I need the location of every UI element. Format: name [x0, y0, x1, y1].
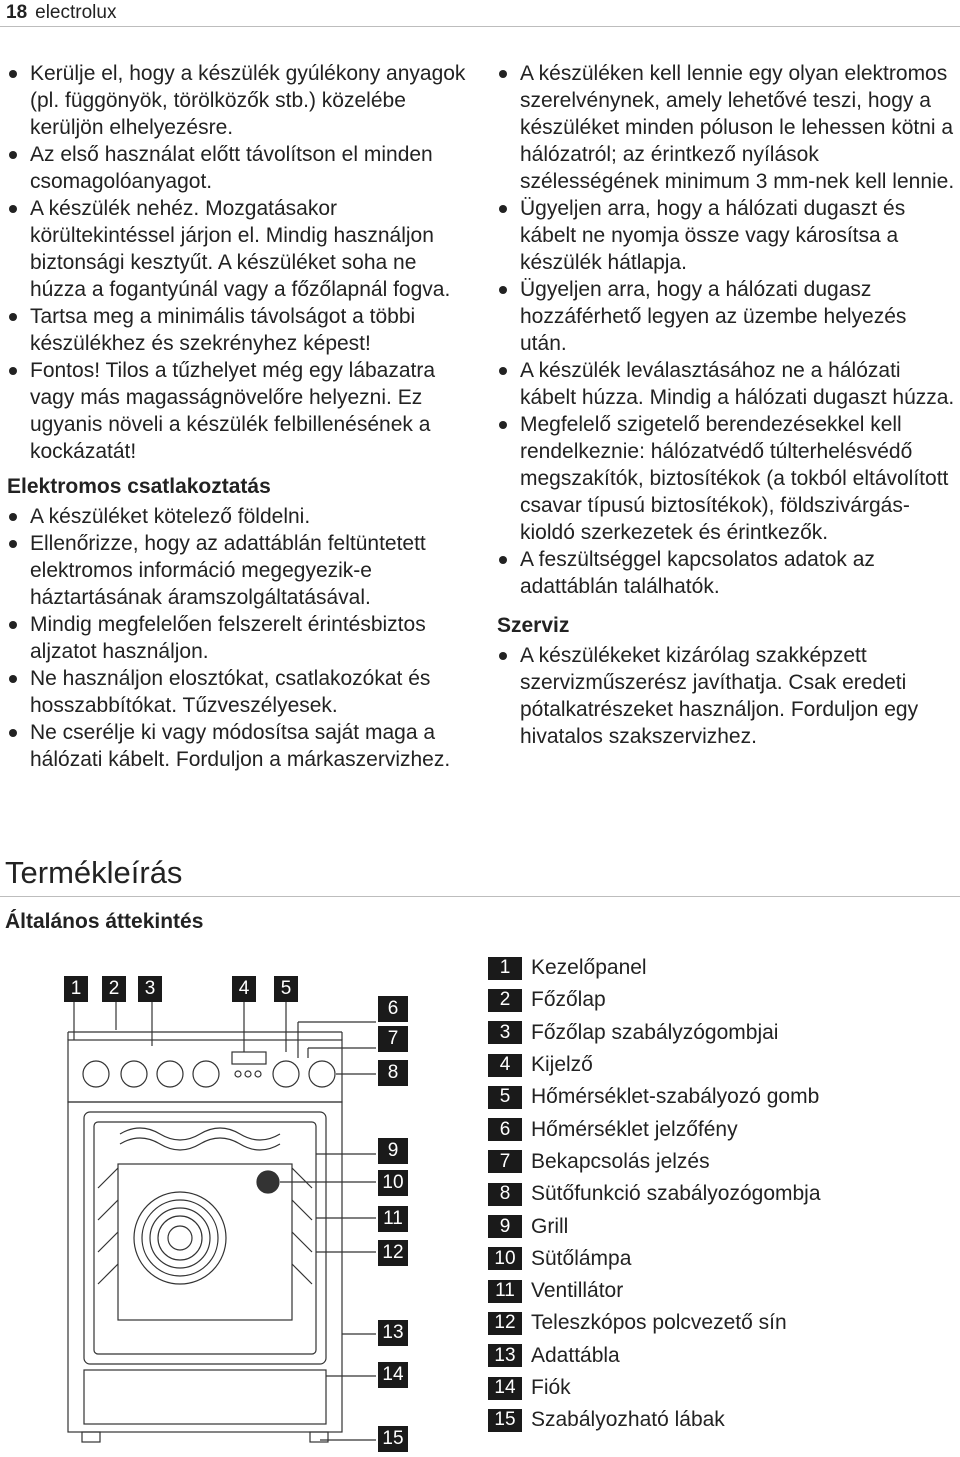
legend-label: Sütőlámpa	[531, 1246, 632, 1270]
service-list	[497, 642, 957, 750]
legend-number: 4	[488, 1054, 522, 1077]
list-item: Megfelelő szigetelő berendezésekkel kell rendelkeznie: hálózatvédő túlterhelésvédő megszakítók, biztosítékok (a tokból eltávolított csavar típusú biztosítékok), földszivárgás-kioldó szerkezetek és érintkezők.	[497, 411, 957, 546]
callout-12: 12	[378, 1240, 408, 1266]
callout-5: 5	[274, 976, 298, 1002]
list-item: Ne használjon elosztókat, csatlakozókat és hosszabbítókat. Tűzveszélyesek.	[7, 665, 477, 719]
legend-number: 13	[488, 1344, 522, 1367]
legend-item	[488, 1243, 948, 1275]
list-item: Kerülje el, hogy a készülék gyúlékony anyagok (pl. függönyök, törölközők stb.) közelébe kerüljön elhelyezésre.	[7, 60, 477, 141]
list-item: Ügyeljen arra, hogy a hálózati dugasz hozzáférhető legyen az üzembe helyezés után.	[497, 276, 957, 357]
callout-1: 1	[64, 976, 88, 1002]
parts-legend	[488, 952, 948, 1436]
legend-number: 6	[488, 1118, 522, 1141]
legend-item	[488, 1210, 948, 1242]
list-item: Mindig megfelelően felszerelt érintésbiztos aljzatot használjon.	[7, 611, 477, 665]
cooker-diagram	[58, 968, 430, 1452]
legend-item	[488, 1307, 948, 1339]
legend-label: Sütőfunkció szabályozógombja	[531, 1182, 821, 1206]
header-rule	[0, 26, 960, 27]
callout-9: 9	[378, 1138, 408, 1164]
legend-label: Kijelző	[531, 1053, 593, 1077]
legend-number: 3	[488, 1021, 522, 1044]
legend-number: 8	[488, 1183, 522, 1206]
page-number: 18	[6, 2, 28, 23]
product-title: Termékleírás	[5, 855, 183, 890]
callout-2: 2	[102, 976, 126, 1002]
callout-11: 11	[378, 1206, 408, 1232]
title-rule	[0, 896, 960, 897]
legend-item	[488, 1081, 948, 1113]
list-item: Ne cserélje ki vagy módosítsa saját maga a hálózati kábelt. Forduljon a márkaszervizhez.	[7, 719, 477, 773]
callout-4: 4	[232, 976, 256, 1002]
legend-item	[488, 1146, 948, 1178]
right-column	[497, 60, 957, 750]
legend-label: Hőmérséklet-szabályozó gomb	[531, 1085, 820, 1109]
legend-item	[488, 1178, 948, 1210]
list-item: Tartsa meg a minimális távolságot a többi készülékhez és szekrényhez képest!	[7, 303, 477, 357]
list-item: Az első használat előtt távolítson el minden csomagolóanyagot.	[7, 141, 477, 195]
section-title-service: Szerviz	[497, 614, 570, 637]
section-title-electrical: Elektromos csatlakoztatás	[7, 475, 271, 498]
legend-label: Fiók	[531, 1376, 571, 1399]
legend-number: 14	[488, 1377, 522, 1400]
electrical-list-cont	[497, 60, 957, 600]
legend-number: 15	[488, 1409, 522, 1432]
legend-number: 1	[488, 957, 522, 980]
legend-item	[488, 1340, 948, 1372]
list-item: A készüléket kötelező földelni.	[7, 503, 477, 530]
list-item: A készüléken kell lennie egy olyan elektromos szerelvénynek, amely lehetővé teszi, hogy a készüléket minden póluson le lehessen kötni a hálózatról; az érintkező nyílások szélességének minimum 3 mm-nek kell lennie.	[497, 60, 957, 195]
legend-label: Bekapcsolás jelzés	[531, 1149, 710, 1173]
legend-label: Szabályozható lábak	[531, 1408, 725, 1432]
list-item: A készülék nehéz. Mozgatásakor körültekintéssel járjon el. Mindig használjon biztonsági kesztyűt. A készüléket soha ne húzza a fogantyúnál vagy a főzőlapnál fogva.	[7, 195, 477, 303]
callout-13: 13	[378, 1320, 408, 1346]
legend-number: 5	[488, 1086, 522, 1109]
brand-name: electrolux	[35, 2, 117, 23]
legend-number: 12	[488, 1312, 522, 1335]
left-column	[7, 60, 477, 773]
electrical-list	[7, 503, 477, 773]
callout-8: 8	[378, 1060, 408, 1086]
list-item: A készülékeket kizárólag szakképzett szervizműszerész javíthatja. Csak eredeti pótalkatrészeket használjon. Forduljon egy hivatalos szakszervizhez.	[497, 642, 957, 750]
callout-14: 14	[378, 1362, 408, 1388]
legend-label: Teleszkópos polcvezető sín	[531, 1311, 787, 1335]
legend-number: 2	[488, 989, 522, 1012]
legend-item	[488, 984, 948, 1016]
legend-item	[488, 1113, 948, 1145]
list-item: Fontos! Tilos a tűzhelyet még egy lábazatra vagy más magasságnövelőre helyezni. Ez ugyanis növeli a készülék felbillenésének a kockázatát!	[7, 357, 477, 465]
legend-item	[488, 1049, 948, 1081]
legend-label: Grill	[531, 1214, 569, 1238]
legend-label: Ventillátor	[531, 1279, 624, 1303]
legend-label: Kezelőpanel	[531, 956, 647, 980]
legend-label: Főzőlap szabályzógombjai	[531, 1020, 779, 1044]
callout-10: 10	[378, 1170, 408, 1196]
legend-number: 10	[488, 1247, 522, 1270]
overview-subtitle: Általános áttekintés	[5, 910, 204, 933]
callout-3: 3	[138, 976, 162, 1002]
legend-number: 7	[488, 1150, 522, 1173]
legend-item	[488, 952, 948, 984]
legend-number: 9	[488, 1215, 522, 1238]
legend-label: Hőmérséklet jelzőfény	[531, 1117, 738, 1141]
legend-label: Adattábla	[531, 1343, 620, 1367]
list-item: A feszültséggel kapcsolatos adatok az adattáblán találhatók.	[497, 546, 957, 600]
legend-item	[488, 1404, 948, 1436]
list-item: A készülék leválasztásához ne a hálózati kábelt húzza. Mindig a hálózati dugaszt húzza.	[497, 357, 957, 411]
safety-list	[7, 60, 477, 465]
page-header	[6, 0, 116, 26]
legend-number: 11	[488, 1280, 522, 1303]
callout-6: 6	[378, 996, 408, 1022]
list-item: Ügyeljen arra, hogy a hálózati dugaszt és kábelt ne nyomja össze vagy károsítsa a készülék hátlapja.	[497, 195, 957, 276]
legend-label: Főzőlap	[531, 988, 606, 1012]
cooker-illustration	[58, 968, 430, 1452]
legend-item	[488, 1275, 948, 1307]
callout-7: 7	[378, 1026, 408, 1052]
callout-15: 15	[378, 1426, 408, 1452]
legend-item	[488, 1372, 948, 1404]
legend-item	[488, 1017, 948, 1049]
list-item: Ellenőrizze, hogy az adattáblán feltüntetett elektromos információ megegyezik-e háztartásának áramszolgáltatásával.	[7, 530, 477, 611]
